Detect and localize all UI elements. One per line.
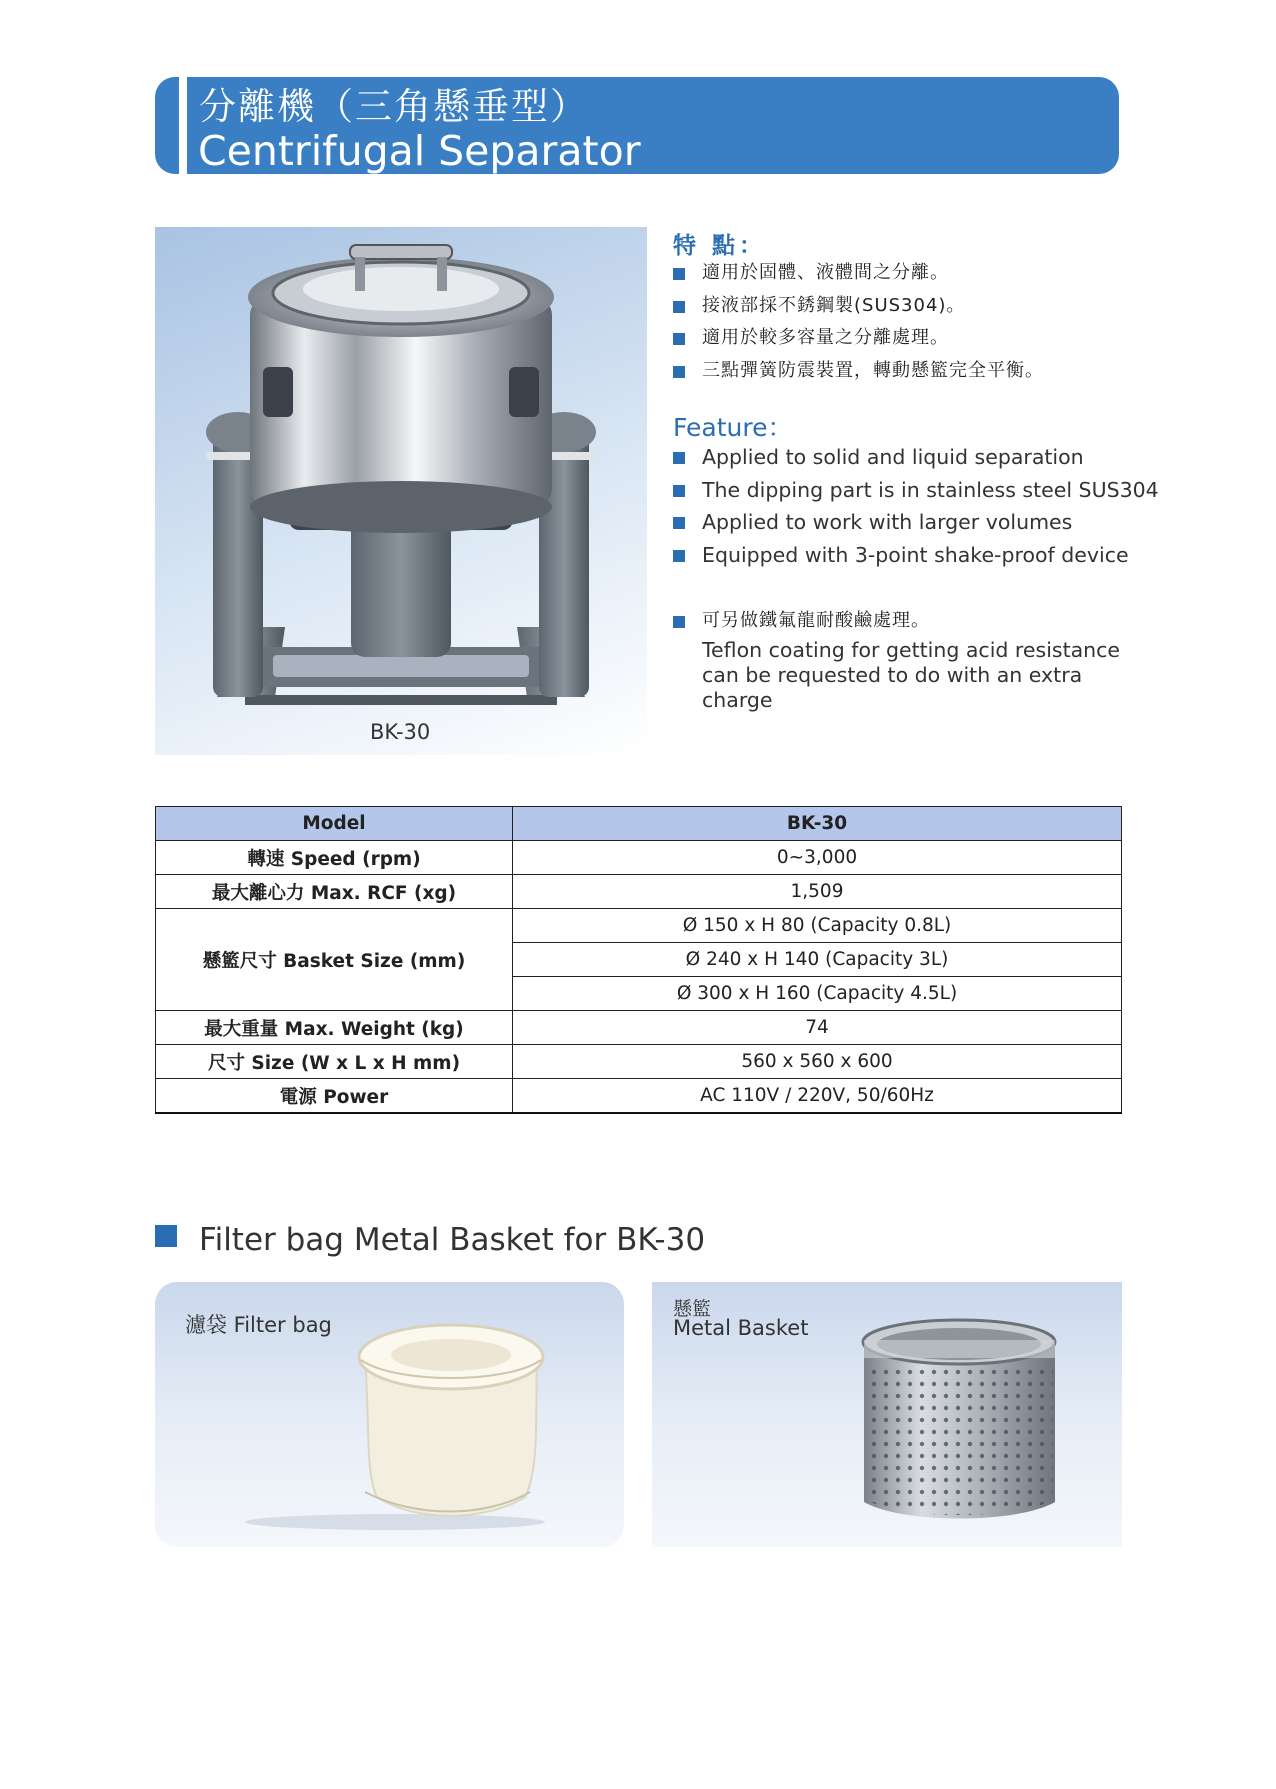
product-photo: [155, 227, 647, 755]
features-heading-zh: 特 點：: [673, 233, 767, 259]
row-value: Ø 240 x H 140 (Capacity 3L): [513, 943, 1122, 977]
bullet-square-icon: [673, 452, 685, 464]
bullet-square-icon: [673, 616, 685, 628]
page-title-zh: 分離機（三角懸垂型）: [199, 85, 589, 128]
feature-text: Applied to solid and liquid separation: [702, 445, 1084, 469]
list-item: [673, 257, 1044, 290]
features-list-en: [673, 441, 1159, 571]
row-label: 最大重量 Max. Weight (kg): [156, 1011, 513, 1045]
table-header-label: Model: [156, 807, 513, 841]
bullet-square-icon: [673, 268, 685, 280]
row-value: 1,509: [513, 875, 1122, 909]
metal-basket-image: [652, 1282, 1122, 1547]
list-item: [673, 539, 1159, 572]
bullet-square-icon: [673, 366, 685, 378]
bullet-square-icon: [673, 550, 685, 562]
product-model-caption: BK-30: [370, 720, 431, 744]
metal-basket-label-en: Metal Basket: [673, 1316, 809, 1340]
features-list-zh: [673, 257, 1044, 387]
feature-text: Applied to work with larger volumes: [702, 510, 1073, 534]
teflon-option-zh: 可另做鐵氟龍耐酸鹼處理。: [702, 610, 930, 631]
teflon-option-en: Teflon coating for getting acid resistance can be requested to do with an extra charge: [702, 638, 1121, 712]
feature-text: 三點彈簧防震裝置，轉動懸籃完全平衡。: [702, 359, 1044, 381]
row-label: 轉速 Speed (rpm): [156, 841, 513, 875]
metal-basket-label-zh: 懸籃: [673, 1298, 712, 1320]
row-value: 0~3,000: [513, 841, 1122, 875]
list-item: [673, 290, 1044, 323]
metal-basket-panel: [652, 1282, 1122, 1547]
row-label: 懸籃尺寸 Basket Size (mm): [156, 909, 513, 1011]
table-row: [156, 875, 1122, 909]
row-label: 尺寸 Size (W x L x H mm): [156, 1045, 513, 1079]
list-item: [673, 441, 1159, 474]
bullet-square-icon: [673, 485, 685, 497]
row-value: Ø 150 x H 80 (Capacity 0.8L): [513, 909, 1122, 943]
row-label: 最大離心力 Max. RCF (xg): [156, 875, 513, 909]
table-header-row: [156, 807, 1122, 841]
list-item: [673, 474, 1159, 507]
table-row: [156, 841, 1122, 875]
filter-bag-label: 濾袋 Filter bag: [185, 1313, 332, 1337]
feature-text: 適用於較多容量之分離處理。: [702, 327, 949, 348]
bullet-square-icon: [673, 517, 685, 529]
banner-stripe: [179, 77, 187, 174]
page-title-en: Centrifugal Separator: [198, 127, 641, 174]
teflon-option: [673, 606, 1143, 713]
table-row: [156, 1045, 1122, 1079]
table-row: [156, 1079, 1122, 1114]
row-label: 電源 Power: [156, 1079, 513, 1114]
row-value: 560 x 560 x 600: [513, 1045, 1122, 1079]
filter-bag-panel: [155, 1282, 624, 1547]
centrifuge-illustration: [155, 227, 647, 755]
row-value: AC 110V / 220V, 50/60Hz: [513, 1079, 1122, 1114]
bullet-square-icon: [673, 301, 685, 313]
list-item: [673, 322, 1044, 355]
row-value: 74: [513, 1011, 1122, 1045]
feature-text: 適用於固體、液體間之分離。: [702, 262, 949, 283]
bullet-square-icon: [155, 1225, 177, 1247]
feature-text: 接液部採不銹鋼製(SUS304)。: [702, 294, 966, 316]
accessories-heading: [155, 1222, 705, 1258]
table-header-value: BK-30: [513, 807, 1122, 841]
list-item: [673, 355, 1044, 388]
feature-text: The dipping part is in stainless steel SUS304: [702, 477, 1159, 502]
table-row: [156, 1011, 1122, 1045]
spec-table: [155, 806, 1122, 1114]
feature-text: Equipped with 3-point shake-proof device: [702, 542, 1129, 567]
row-value: Ø 300 x H 160 (Capacity 4.5L): [513, 977, 1122, 1011]
header-banner: [155, 77, 1119, 174]
list-item: [673, 506, 1159, 539]
table-row: [156, 909, 1122, 943]
features-heading-en: Feature：: [673, 413, 793, 442]
accessories-heading-text: Filter bag Metal Basket for BK-30: [199, 1222, 706, 1258]
bullet-square-icon: [673, 333, 685, 345]
filter-bag-image: [155, 1282, 624, 1547]
